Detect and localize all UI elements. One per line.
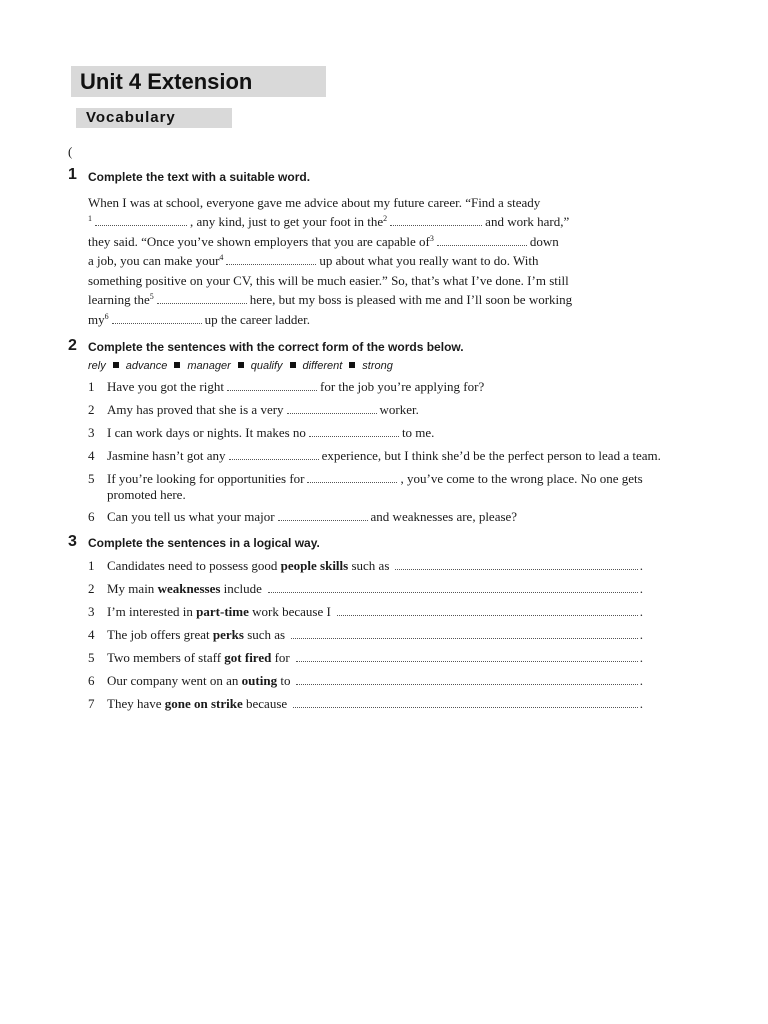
- answer-gap-4[interactable]: [226, 254, 316, 265]
- answer-line[interactable]: [337, 615, 638, 616]
- answer-line[interactable]: [296, 661, 638, 662]
- answer-gap-6[interactable]: [112, 313, 202, 324]
- text-line: something positive on your CV, this will be much easier.” So, that’s what I’ve done. I’m still: [88, 273, 569, 288]
- exercise-2-number: 2: [68, 337, 77, 354]
- answer-gap[interactable]: [229, 449, 319, 460]
- section-title: Vocabulary: [86, 109, 176, 126]
- answer-line[interactable]: [395, 569, 637, 570]
- exercise-1-instruction: Complete the text with a suitable word.: [88, 170, 311, 184]
- text-line: When I was at school, everyone gave me advice about my future career. “Find a steady: [88, 195, 541, 210]
- answer-line[interactable]: [293, 707, 638, 708]
- gap-number: 2: [383, 214, 388, 223]
- gap-number: 5: [149, 292, 154, 301]
- square-bullet-icon: [290, 362, 296, 368]
- answer-gap[interactable]: [309, 426, 399, 437]
- answer-gap[interactable]: [278, 510, 368, 521]
- gap-number: 1: [88, 214, 92, 223]
- answer-gap-2[interactable]: [390, 215, 482, 226]
- answer-line[interactable]: [296, 684, 637, 685]
- exercise-3-instruction: Complete the sentences in a logical way.: [88, 536, 320, 550]
- square-bullet-icon: [349, 362, 355, 368]
- page-title: Unit 4 Extension: [80, 69, 253, 94]
- exercise-3-number: 3: [68, 533, 77, 550]
- gap-number: 4: [219, 253, 224, 262]
- word: advance: [125, 360, 168, 372]
- word: strong: [362, 360, 393, 372]
- gap-number: 6: [104, 312, 109, 321]
- answer-line[interactable]: [291, 638, 638, 639]
- word: rely: [88, 360, 106, 372]
- square-bullet-icon: [238, 362, 244, 368]
- text-line: learning the$^5$ here, but my boss is pleased with me and I’ll soon be working: [88, 292, 573, 307]
- text-line: $my^6$ up the career ladder.: [88, 312, 311, 327]
- answer-gap[interactable]: [287, 403, 377, 414]
- word: qualify: [250, 360, 283, 372]
- answer-gap-5[interactable]: [157, 293, 247, 304]
- exercise-2-instruction: Complete the sentences with the correct form of the words below.: [88, 340, 464, 354]
- answer-line[interactable]: [268, 592, 638, 593]
- word: manager: [187, 360, 231, 372]
- text-line: a job, you can make your$^4$ up about what you really want to do. With: [88, 253, 539, 268]
- square-bullet-icon: [174, 362, 180, 368]
- answer-gap[interactable]: [307, 472, 397, 483]
- text-line: they said. “Once you’ve shown employers that you are capable $of^3$ down: [88, 234, 559, 249]
- word-list: [88, 359, 393, 373]
- answer-gap[interactable]: [227, 380, 317, 391]
- answer-gap-1[interactable]: [95, 215, 187, 226]
- answer-gap-3[interactable]: [437, 235, 527, 246]
- square-bullet-icon: [113, 362, 119, 368]
- exercise-1-number: 1: [68, 166, 77, 183]
- text-line: $^1$ , any kind, just to get your foot in the$^2$ and work hard,”: [88, 214, 570, 229]
- gap-number: 3: [429, 234, 434, 243]
- stray-mark: (: [68, 144, 73, 159]
- word: different: [302, 360, 343, 372]
